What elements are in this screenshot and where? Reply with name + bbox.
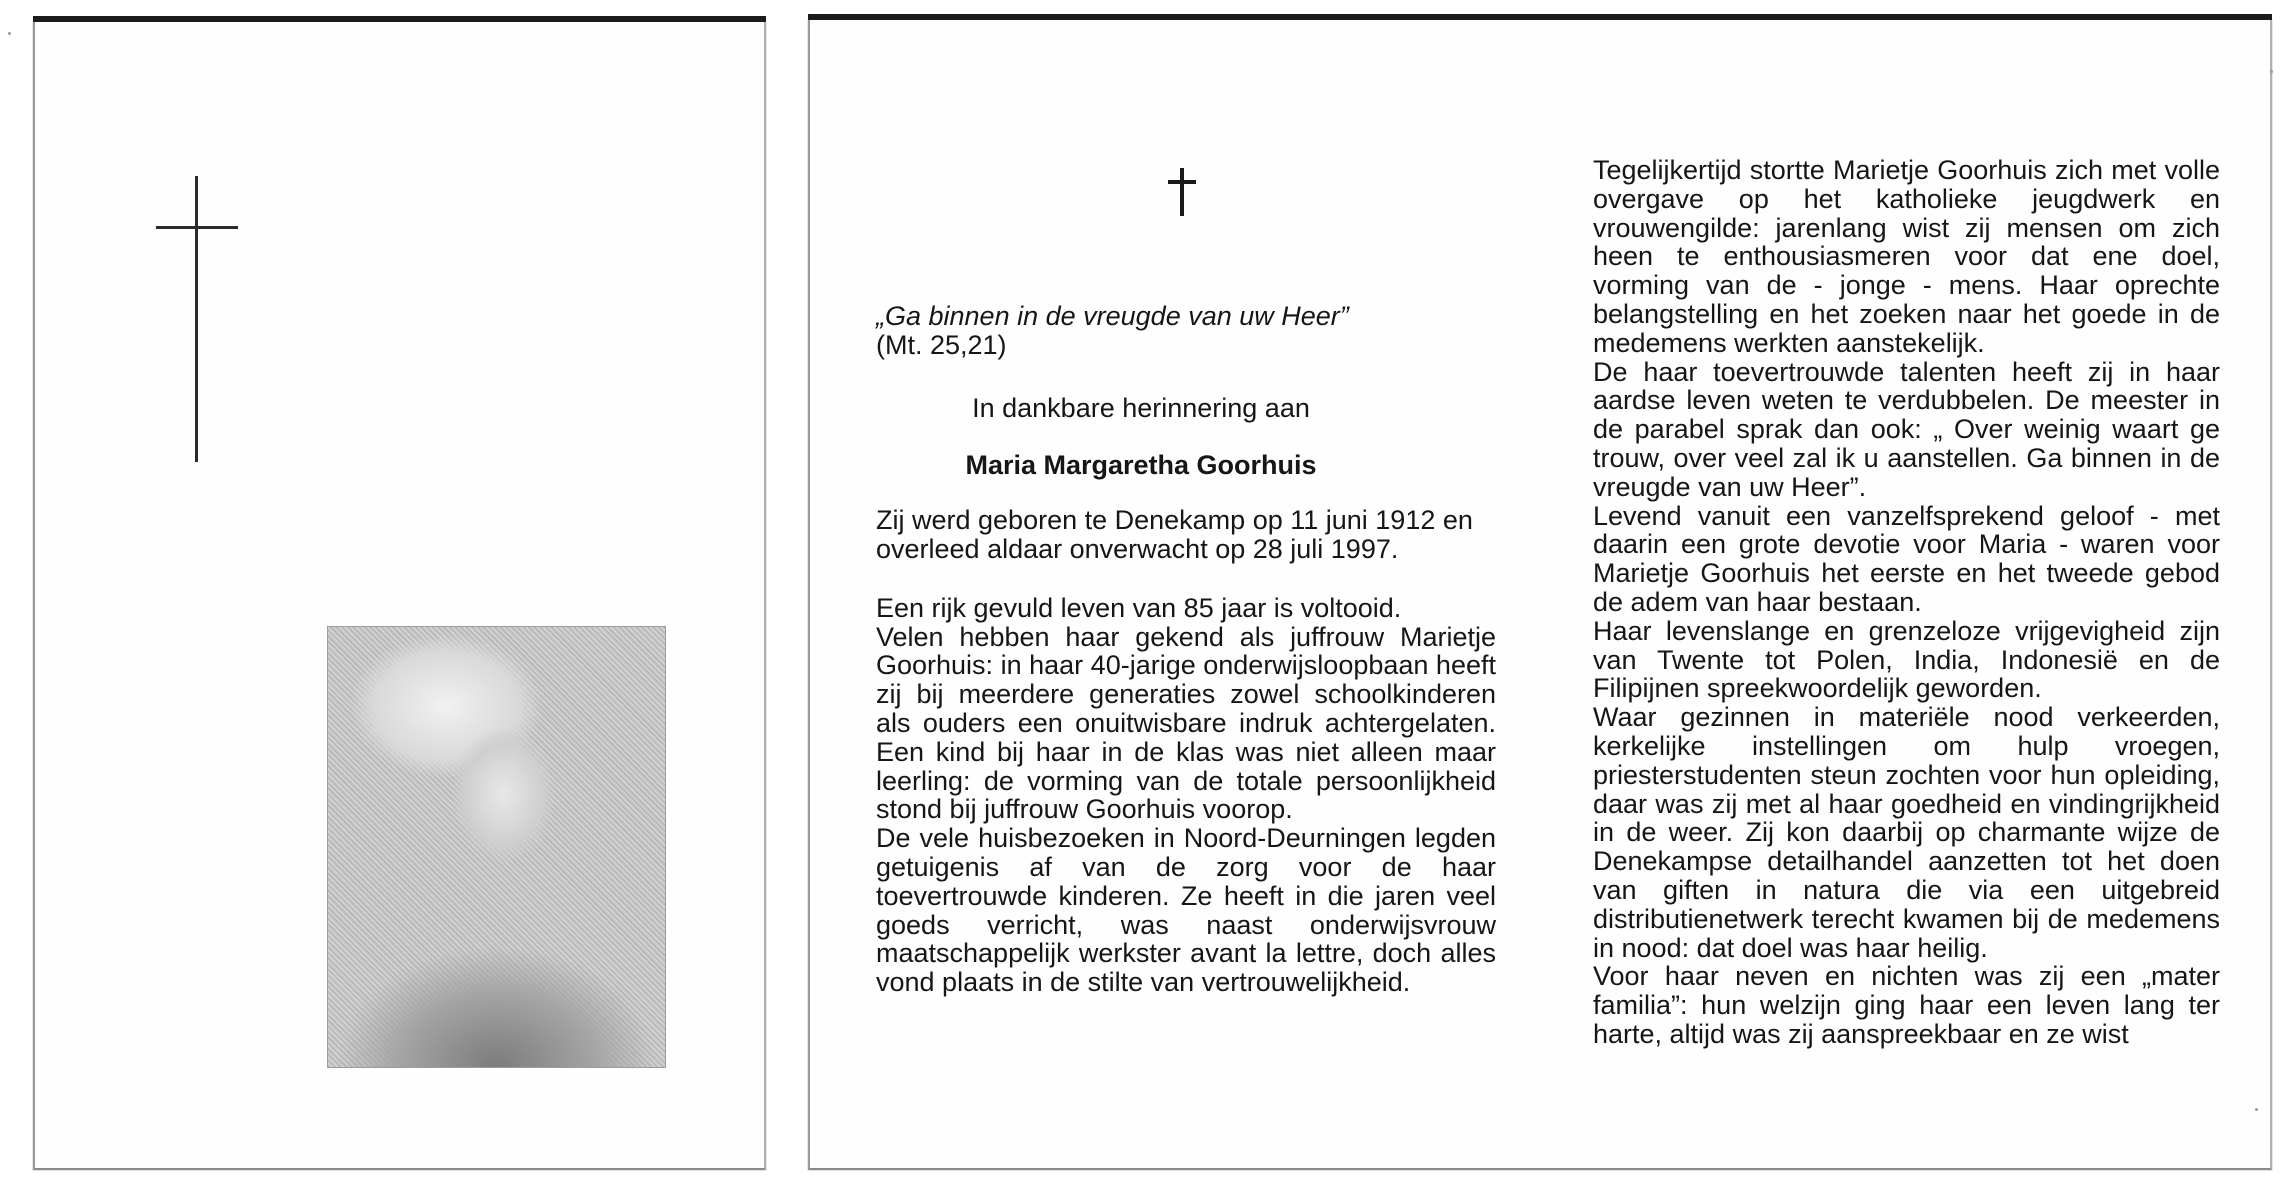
- cross-icon: [156, 176, 238, 462]
- text-column-right: [1593, 156, 2220, 1049]
- scan-speck: [2255, 1108, 2258, 1111]
- bible-reference: (Mt. 25,21): [876, 329, 1007, 360]
- biography-text-part-1: Een rijk gevuld leven van 85 jaar is voltooid. Velen hebben haar gekend als juffrouw Marietje Goorhuis: in haar 40-jarige onderwijsloopbaan heeft zij bij meerdere generaties zowel schoolkinderen als ouders een onuitwisbare indruk achtergelaten. Een kind bij haar in de klas was niet alleen maar leerling: de vorming van de totale persoonlijkheid stond bij juffrouw Goorhuis voorop. De vele huisbezoeken in Noord-Deurningen legden getuigenis af van de zorg voor de haar toevertrouwde kinderen. Ze heeft in die jaren veel goeds verricht, was naast onderwijsvrouw maatschappelijk werkster avant la lettre, doch alles vond plaats in de stilte van vertrouwelijkheid.: [876, 592, 1496, 998]
- biography-text-part-2: Tegelijkertijd stortte Marietje Goorhuis zich met volle overgave op het katholieke jeugdwerk en vrouwengilde: jarenlang wist zij mensen om zich heen te enthousiasmeren voor dat ene doel, vorming van de - jonge - mens. Haar oprechte belangstelling en het zoeken naar het goede in de medemens werkten aanstekelijk. De haar toevertrouwde talenten heeft zij in haar aardse leven weten te verdubbelen. De meester in de parabel sprak dan ook: „ Over weinig waart ge trouw, over veel zal ik u aanstellen. Ga binnen in de vreugde van uw Heer”. Levend vanuit een vanzelfsprekend geloof - met daarin een grote devotie voor Maria - waren voor Marietje Goorhuis het eerste en het tweede gebod de adem van haar bestaan. Haar levenslange en grenzeloze vrijgevigheid zijn van Twente tot Polen, India, Indonesië en de Filipijnen spreekwoordelijk geworden. Waar gezinnen in materiële nood verkeerden, kerkelijke instellingen om hulp vroegen, priesterstudenten steun zochten voor hun opleiding, daar was zij met al haar goedheid en vindingrijkheid in de weer. Zij kon daarbij op charmante wijze de Denekampse detailhandel aanzetten tot het doen van giften in natura die via een uitgebreid distributienetwerk terecht kwamen bij de medemens in nood: dat doel was haar heilig. Voor haar neven en nichten was zij een „mater familia”: hun welzijn ging haar een leven lang ter harte, altijd was zij aanspreekbaar en ze wist: [1593, 155, 2220, 1049]
- life-dates: Zij werd geboren te Denekamp op 11 juni 1912 en overleed aldaar onverwacht op 28 juli 1997.: [876, 505, 1473, 564]
- dedication-line: In dankbare herinnering aan: [972, 392, 1310, 423]
- memorial-card-inside: [808, 20, 2272, 1170]
- text-column-left: [876, 302, 1496, 997]
- portrait-photo: [327, 626, 666, 1068]
- memorial-card-front: [33, 22, 766, 1170]
- bible-quote: „Ga binnen in de vreugde van uw Heer”: [876, 301, 1349, 331]
- deceased-name: Maria Margaretha Goorhuis: [965, 450, 1317, 481]
- scan-speck: [2270, 70, 2273, 73]
- scan-speck: [8, 32, 11, 35]
- cross-icon: [1168, 168, 1196, 216]
